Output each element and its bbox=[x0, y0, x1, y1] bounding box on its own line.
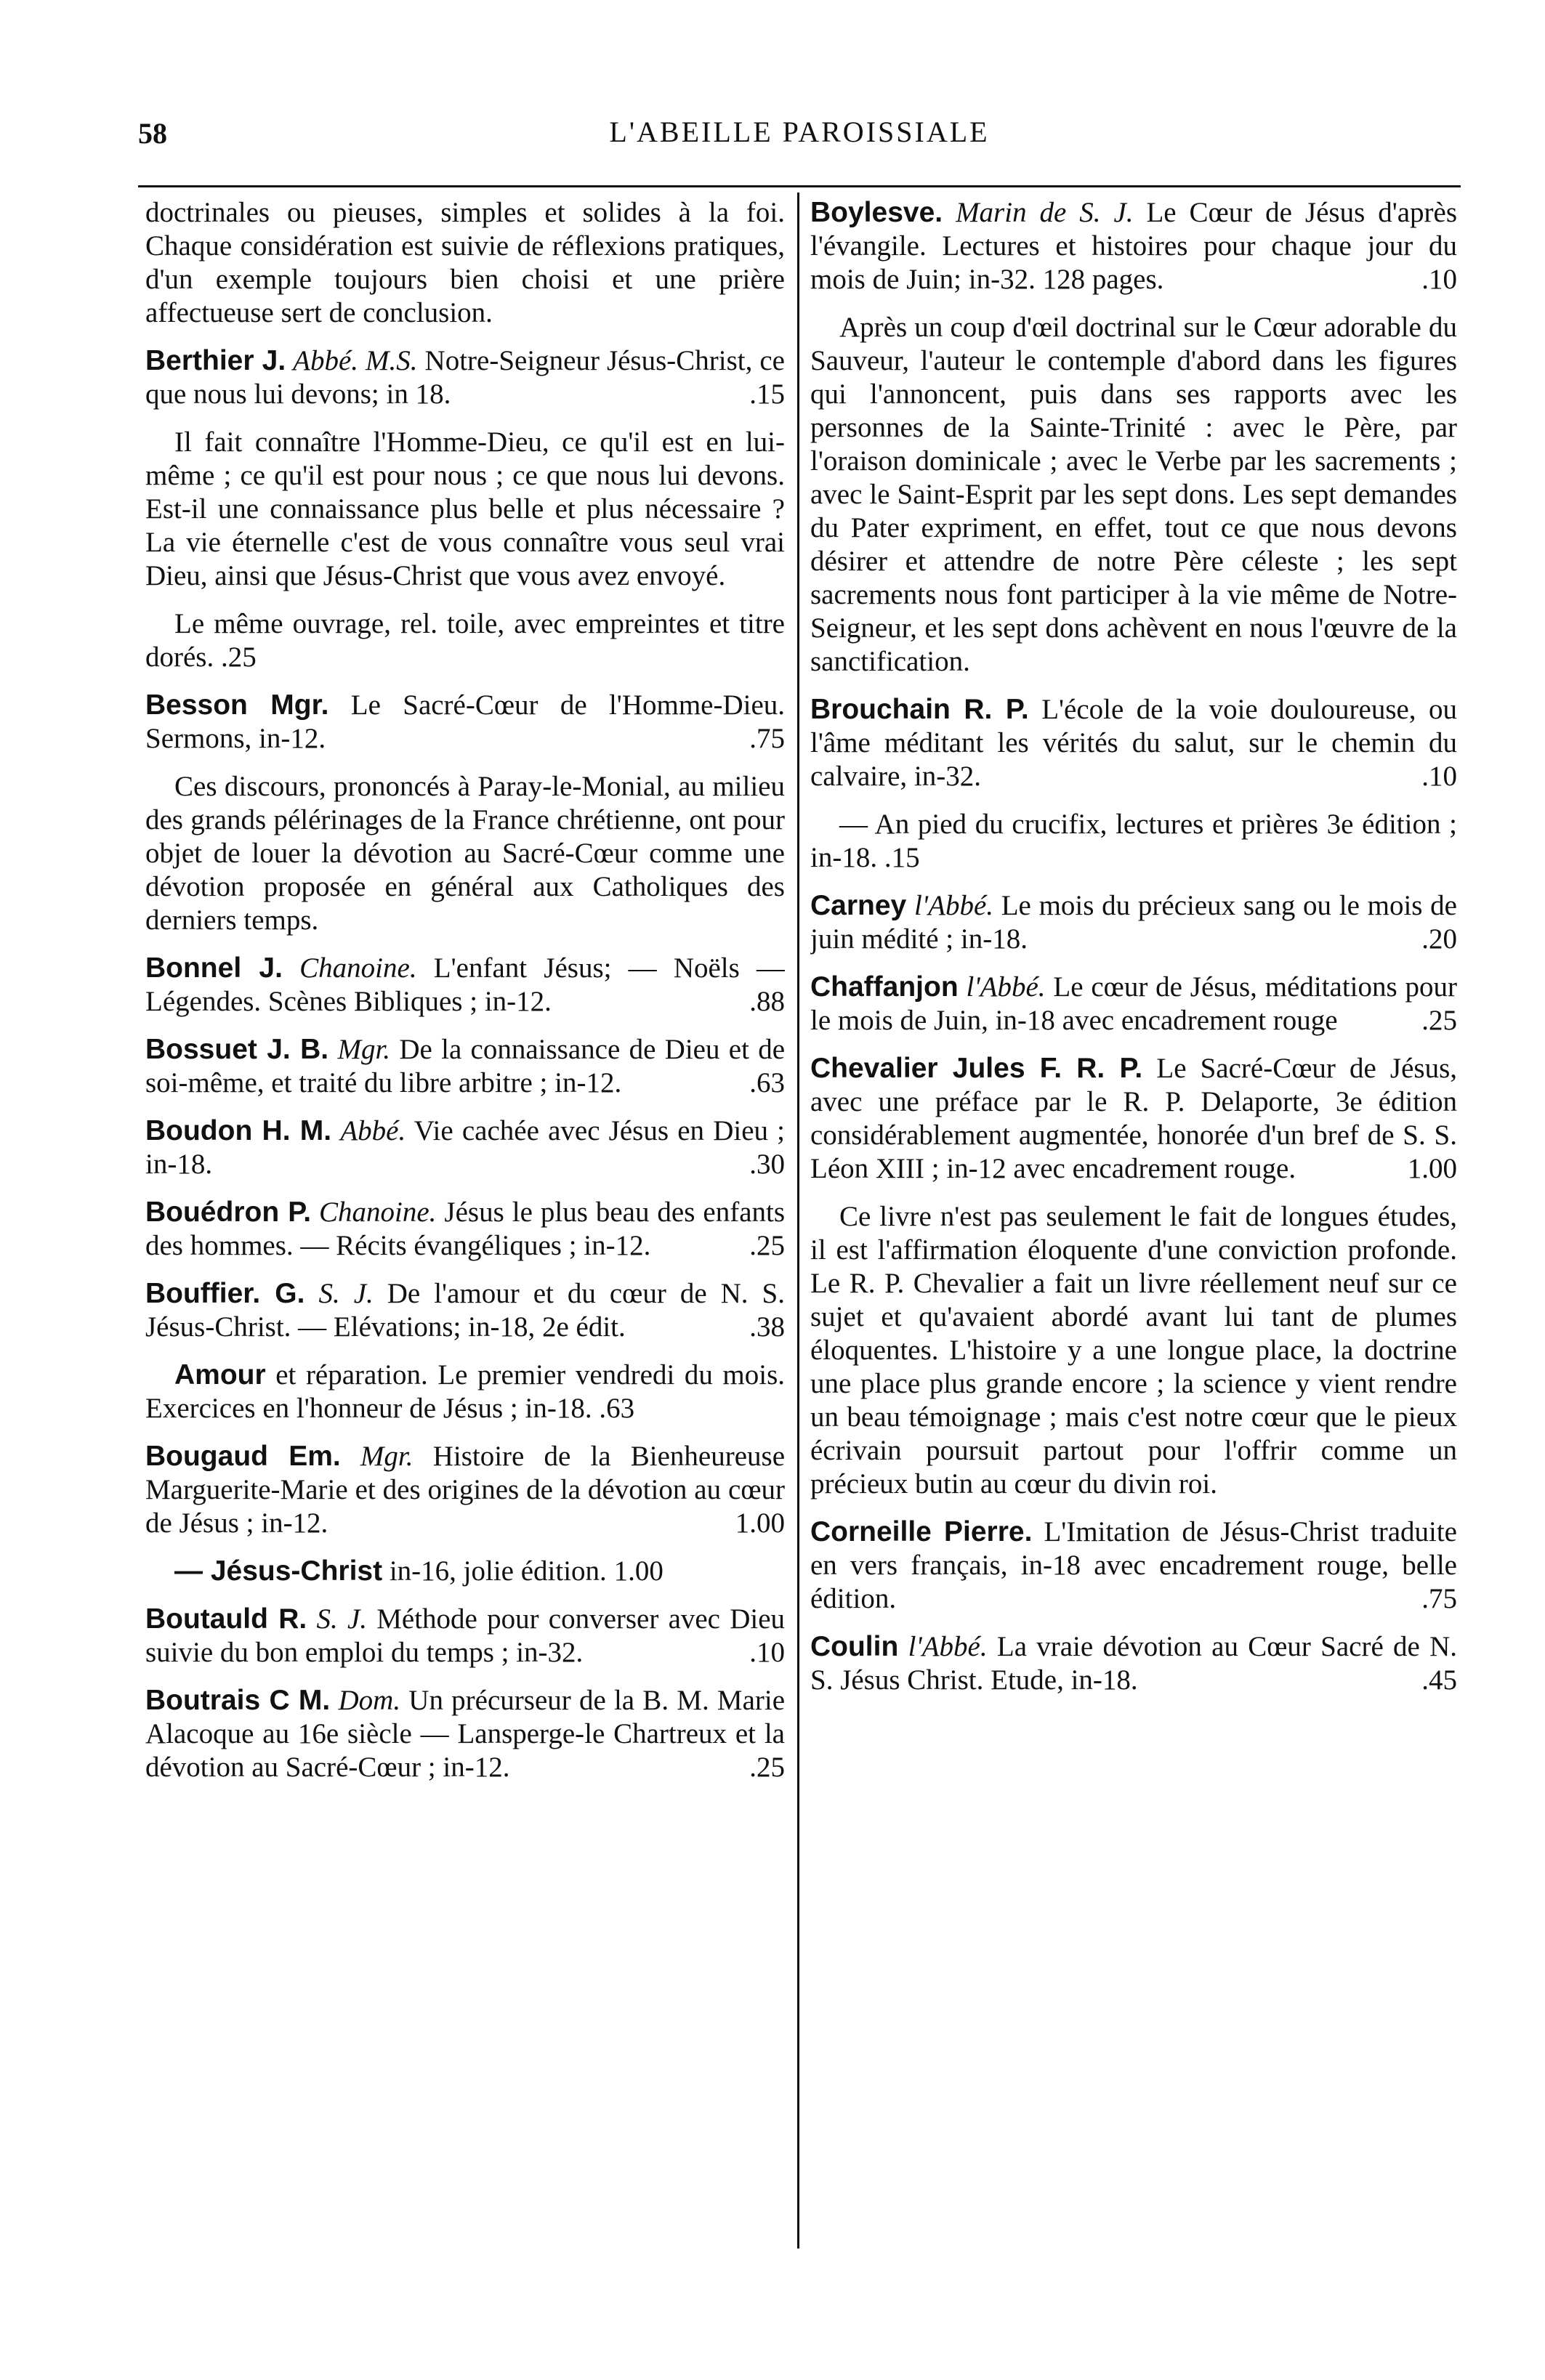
catalog-entry bbox=[145, 952, 785, 1019]
catalog-entry bbox=[145, 1440, 785, 1540]
entry-text: in-16, jolie édition. bbox=[389, 1555, 607, 1587]
entry-author: Bouffier. G. bbox=[145, 1278, 305, 1309]
entry-price: .88 bbox=[749, 986, 785, 1017]
entry-title: l'Abbé. bbox=[908, 1631, 988, 1662]
catalog-entry bbox=[145, 1359, 785, 1425]
catalog-entry bbox=[810, 1630, 1457, 1697]
catalog-entry bbox=[810, 693, 1457, 793]
entry-author: Berthier J. bbox=[145, 345, 286, 376]
entry-price: .25 bbox=[749, 1230, 785, 1261]
catalog-entry bbox=[145, 1684, 785, 1784]
entry-text: Notre-Seigneur Jésus-Christ, ce que nous lui devons; in 18. bbox=[145, 345, 785, 410]
catalog-entry bbox=[810, 808, 1457, 875]
entry-author: Chaffanjon bbox=[810, 971, 959, 1003]
entry-text: Le cœur de Jésus, méditations pour le mois de Juin, in-18 avec encadrement rouge bbox=[810, 971, 1457, 1036]
entry-text: De l'amour et du cœur de N. S. Jésus-Christ. — Elévations; in-18, 2e édit. bbox=[145, 1278, 785, 1343]
entry-title: Abbé. M.S. bbox=[293, 345, 418, 376]
entry-price: .10 bbox=[1421, 264, 1457, 295]
entry-title: Chanoine. bbox=[299, 952, 417, 984]
entry-subtitle: — Jésus-Christ bbox=[174, 1555, 383, 1587]
entry-author: Bossuet J. B. bbox=[145, 1034, 329, 1065]
entry-author: Besson Mgr. bbox=[145, 689, 329, 721]
catalog-entry bbox=[810, 971, 1457, 1037]
catalog-entry bbox=[145, 1033, 785, 1100]
entry-text: Méthode pour converser avec Dieu suivie du bon emploi du temps ; in-32. bbox=[145, 1603, 785, 1668]
entry-text: La vraie dévotion au Cœur Sacré de N. S. Jésus Christ. Etude, in-18. bbox=[810, 1631, 1457, 1696]
right-column bbox=[810, 196, 1457, 2238]
entry-subtitle: — An pied du crucifix, bbox=[839, 809, 1108, 840]
column-divider bbox=[797, 193, 799, 2249]
entry-author: Carney bbox=[810, 890, 907, 921]
catalog-entry bbox=[145, 1277, 785, 1344]
entry-author: Boutauld R. bbox=[145, 1603, 307, 1635]
continuation-text: doctrinales ou pieuses, simples et solides à la foi. Chaque considération est suivie de réflexions pratiques, d'un exemple toujours bien choisi et une prière affectueuse sert de conclusion. bbox=[145, 197, 785, 328]
catalog-entry bbox=[145, 607, 785, 674]
entry-note: Après un coup d'œil doctrinal sur le Cœur adorable du Sauveur, l'auteur le contemple d'abord dans les figures qui l'annoncent, puis dans ses rapports avec les personnes de la Sainte-Trinité : avec le Père, par l'oraison dominicale ; avec le Verbe par les sacrements ; avec le Saint-Esprit par les sept dons. Les sept demandes du Pater expriment, en effet, tout ce que nous devons désirer et attendre de notre Père céleste ; les sept sacrements nous font participer à la vie même de Notre-Seigneur, et les sept dons achèvent en nous l'œuvre de la sanctification. bbox=[810, 312, 1457, 677]
entry-text: Histoire de la Bienheureuse Marguerite-Marie et des origines de la dévotion au cœur de Jésus ; in-12. bbox=[145, 1441, 785, 1539]
entry-price: 1.00 bbox=[1407, 1153, 1457, 1184]
page-header bbox=[138, 109, 1461, 153]
entry-text: Le Sacré-Cœur de l'Homme-Dieu. Sermons, in-12. bbox=[145, 689, 785, 754]
entry-price: .10 bbox=[1421, 761, 1457, 792]
entry-price: .38 bbox=[749, 1311, 785, 1343]
entry-text: L'enfant Jésus; — Noëls — Légendes. Scènes Bibliques ; in-12. bbox=[145, 952, 785, 1017]
entry-text: Le mois du précieux sang ou le mois de juin médité ; in-18. bbox=[810, 890, 1457, 955]
entry-text: lectures et prières 3e édition ; in-18. bbox=[810, 809, 1457, 873]
entry-title: Marin de S. J. bbox=[956, 197, 1134, 228]
entry-price: .75 bbox=[1421, 1583, 1457, 1614]
entry-author: Boutrais C M. bbox=[145, 1685, 331, 1716]
entry-note: Ces discours, prononcés à Paray-le-Monial, au milieu des grands pélérinages de la France chrétienne, ont pour objet de louer la dévotion au Sacré-Cœur comme une dévotion proposée en général aux Catholiques des derniers temps. bbox=[145, 771, 785, 936]
entry-author: Chevalier Jules F. R. P. bbox=[810, 1053, 1143, 1084]
entry-price: .15 bbox=[884, 842, 920, 873]
entry-author: Bouédron P. bbox=[145, 1197, 312, 1228]
entry-title: Mgr. bbox=[337, 1034, 391, 1065]
running-title: L'ABEILLE PAROISSIALE bbox=[609, 116, 990, 148]
entry-text: De la connaissance de Dieu et de soi-même, et traité du libre arbitre ; in-12. bbox=[145, 1034, 785, 1098]
entry-title: Abbé. bbox=[340, 1115, 406, 1146]
entry-price: .25 bbox=[749, 1752, 785, 1783]
entry-text: Vie cachée avec Jésus en Dieu ; in-18. bbox=[145, 1115, 785, 1180]
entry-text: L'école de la voie douloureuse, ou l'âme méditant les vérités du salut, sur le chemin du calvaire, in-32. bbox=[810, 694, 1457, 792]
entry-price: .45 bbox=[1421, 1664, 1457, 1696]
catalog-entry bbox=[810, 1052, 1457, 1186]
catalog-entry bbox=[145, 1603, 785, 1669]
catalog-entry bbox=[810, 889, 1457, 956]
catalog-entry bbox=[145, 344, 785, 411]
entry-text: Le Sacré-Cœur de Jésus, avec une préface par le R. P. Delaporte, 3e édition considérablement augmentée, honorée d'un bref de S. S. Léon XIII ; in-12 avec encadrement rouge. bbox=[810, 1053, 1457, 1184]
entry-title: l'Abbé. bbox=[913, 890, 994, 921]
entry-author: Boylesve. bbox=[810, 197, 943, 228]
catalog-entry bbox=[810, 1515, 1457, 1616]
entry-text: L'Imitation de Jésus-Christ traduite en vers français, in-18 avec encadrement rouge, belle édition. bbox=[810, 1516, 1457, 1614]
entry-title: Chanoine. bbox=[319, 1197, 437, 1228]
entry-note: Ce livre n'est pas seulement le fait de longues études, il est l'affirmation éloquente d'une conviction profonde. Le R. P. Chevalier a fait un livre réellement neuf sur ce sujet et qu'avaient abordé avant lui tant de plumes éloquentes. L'histoire y a une longue place, la doctrine une place plus grande encore ; la science y vient rendre un beau témoignage ; mais c'est notre cœur que le pieux écrivain poursuit partout pour l'offrir comme un précieux butin au cœur du divin roi. bbox=[810, 1201, 1457, 1499]
catalog-entry bbox=[145, 1196, 785, 1263]
entry-price: 1.00 bbox=[613, 1555, 663, 1587]
entry-title: S. J. bbox=[316, 1603, 368, 1635]
catalog-entry bbox=[145, 689, 785, 756]
entry-price: .20 bbox=[1421, 923, 1457, 955]
entry-title: l'Abbé. bbox=[966, 971, 1046, 1003]
entry-text: et réparation. Le premier vendredi du mois. Exercices en l'honneur de Jésus ; in-18. bbox=[145, 1359, 785, 1424]
entry-author: Coulin bbox=[810, 1631, 899, 1662]
entry-author: Boudon H. M. bbox=[145, 1115, 332, 1146]
catalog-entry bbox=[145, 1555, 785, 1588]
entry-note: Il fait connaître l'Homme-Dieu, ce qu'il est en lui-même ; ce qu'il est pour nous ; ce que nous lui devons. Est-il une connaissance plus belle et plus nécessaire ? La vie éternelle c'est de vous connaître vous seul vrai Dieu, ainsi que Jésus-Christ que vous avez envoyé. bbox=[145, 426, 785, 591]
entry-title: Mgr. bbox=[360, 1441, 414, 1472]
entry-price: .15 bbox=[749, 379, 785, 410]
entry-author: Brouchain R. P. bbox=[810, 694, 1029, 725]
entry-price: .10 bbox=[749, 1637, 785, 1668]
entry-text: Un précurseur de la B. M. Marie Alacoque au 16e siècle — Lansperge-le Chartreux et la dévotion au Sacré-Cœur ; in-12. bbox=[145, 1685, 785, 1783]
entry-price: .75 bbox=[749, 723, 785, 754]
entry-title: Dom. bbox=[338, 1685, 401, 1716]
catalog-entry bbox=[810, 196, 1457, 296]
entry-author: Bonnel J. bbox=[145, 952, 283, 984]
entry-text: Le Cœur de Jésus d'après l'évangile. Lectures et histoires pour chaque jour du mois de Juin; in-32. 128 pages. bbox=[810, 197, 1457, 295]
entry-author: Corneille Pierre. bbox=[810, 1516, 1033, 1547]
header-rule bbox=[138, 185, 1461, 187]
entry-text: Jésus le plus beau des enfants des hommes. — Récits évangéliques ; in-12. bbox=[145, 1197, 785, 1261]
left-column bbox=[145, 196, 785, 2238]
entry-price: .63 bbox=[599, 1393, 635, 1424]
entry-price: .25 bbox=[1421, 1005, 1457, 1036]
entry-text: Le même ouvrage, rel. toile, avec empreintes et titre dorés. bbox=[145, 608, 785, 673]
catalog-entry bbox=[145, 1114, 785, 1181]
entry-author: Bougaud Em. bbox=[145, 1441, 341, 1472]
entry-subtitle: Amour bbox=[174, 1359, 266, 1391]
entry-title: S. J. bbox=[318, 1278, 374, 1309]
entry-price: .25 bbox=[220, 641, 257, 673]
entry-price: 1.00 bbox=[735, 1507, 785, 1539]
page-number: 58 bbox=[138, 117, 167, 150]
entry-price: .63 bbox=[749, 1067, 785, 1098]
entry-price: .30 bbox=[749, 1149, 785, 1180]
